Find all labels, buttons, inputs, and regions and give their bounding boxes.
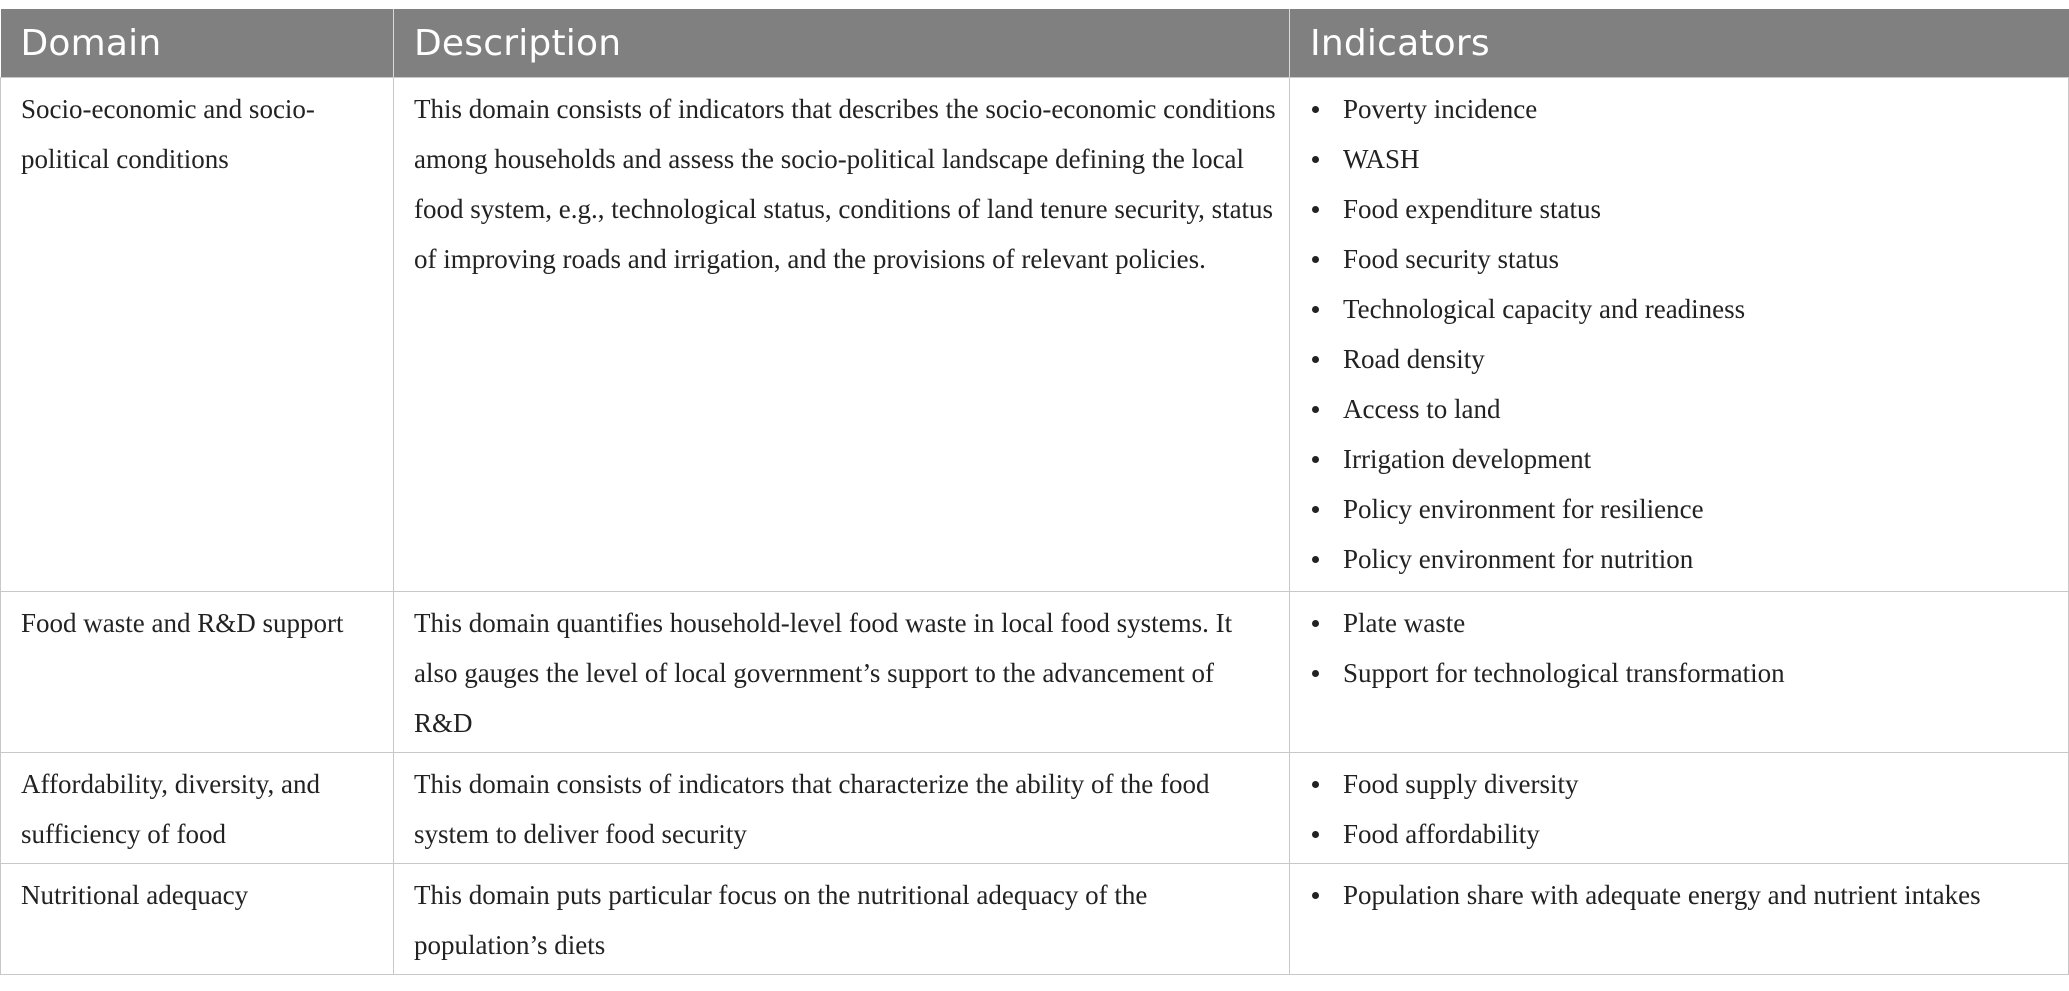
indicator-list (1310, 759, 2058, 859)
indicators-cell (1290, 753, 2069, 864)
domain-cell (1, 78, 394, 592)
table-header-row (1, 9, 2069, 78)
indicator-item: Road density (1343, 334, 2058, 384)
indicator-item: Irrigation development (1343, 434, 2058, 484)
indicator-item: Poverty incidence (1343, 84, 2058, 134)
domain-cell (1, 864, 394, 975)
table-row (1, 592, 2069, 753)
domain-text: Nutritional adequacy (21, 880, 249, 910)
indicator-item: Food expenditure status (1343, 184, 2058, 234)
indicator-item: Food supply diversity (1343, 759, 2058, 809)
header-description: Description (394, 9, 1290, 78)
indicator-item: Population share with adequate energy and nutrient intakes (1343, 870, 2058, 920)
indicator-item: Policy environment for resilience (1343, 484, 2058, 534)
indicator-list (1310, 598, 2058, 698)
description-cell (394, 592, 1290, 753)
description-text: This domain consists of indicators that characterize the ability of the food system to deliver food security (414, 769, 1210, 849)
indicators-cell (1290, 78, 2069, 592)
domain-text: Food waste and R&D support (21, 608, 344, 638)
indicator-item: Policy environment for nutrition (1343, 534, 2058, 584)
domains-table-container (0, 9, 2069, 975)
description-cell (394, 78, 1290, 592)
indicator-list (1310, 870, 2058, 920)
description-text: This domain quantifies household-level food waste in local food systems. It also gauges the level of local government’s support to the advancement of R&D (414, 608, 1233, 738)
header-indicators: Indicators (1290, 9, 2069, 78)
table-row (1, 78, 2069, 592)
indicator-item: Food affordability (1343, 809, 2058, 859)
description-cell (394, 864, 1290, 975)
indicator-list (1310, 84, 2058, 584)
indicator-item: Access to land (1343, 384, 2058, 434)
header-domain: Domain (1, 9, 394, 78)
domain-text: Socio-economic and socio-political conditions (21, 94, 315, 174)
indicators-cell (1290, 592, 2069, 753)
indicator-item: Technological capacity and readiness (1343, 284, 2058, 334)
description-cell (394, 753, 1290, 864)
domain-cell (1, 592, 394, 753)
indicator-item: Plate waste (1343, 598, 2058, 648)
indicator-item: Food security status (1343, 234, 2058, 284)
indicator-item: WASH (1343, 134, 2058, 184)
domain-cell (1, 753, 394, 864)
indicators-cell (1290, 864, 2069, 975)
description-text: This domain puts particular focus on the nutritional adequacy of the population’s diets (414, 880, 1148, 960)
domain-text: Affordability, diversity, and sufficiency of food (21, 769, 320, 849)
table-row (1, 864, 2069, 975)
indicator-item: Support for technological transformation (1343, 648, 2058, 698)
domains-table (0, 9, 2069, 975)
description-text: This domain consists of indicators that describes the socio-economic conditions among households and assess the socio-political landscape defining the local food system, e.g., technological status, conditions of land tenure security, status of improving roads and irrigation, and the provisions of relevant policies. (414, 94, 1276, 274)
table-row (1, 753, 2069, 864)
